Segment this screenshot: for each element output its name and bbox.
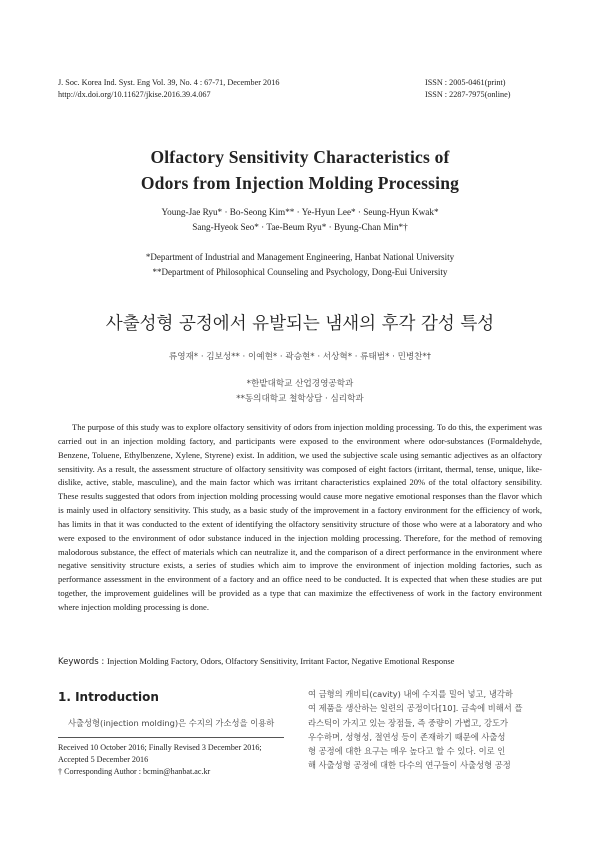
introduction-right-column	[308, 687, 544, 773]
corresponding-author: † Corresponding Author : bcmin@hanbat.ac.kr	[58, 767, 211, 777]
affiliation-line-2: **Department of Philosophical Counseling and Psychology, Dong-Eui University	[152, 266, 448, 277]
doi-link[interactable]: http://dx.doi.org/10.11627/jkise.2016.39.4.067	[58, 90, 211, 99]
paper-title-english	[0, 144, 600, 196]
affiliations-korean	[0, 377, 600, 407]
title-line-1: Olfactory Sensitivity Characteristics of	[150, 147, 450, 167]
intro-line: 여 제품을 생산하는 일련의 공정이다[10]. 금속에 비해서 플	[308, 703, 523, 714]
intro-line: 형 공정에 대한 요구는 매우 높다고 할 수 있다. 이로 인	[308, 746, 506, 757]
affiliation-ko-line-1: *한밭대학교 산업경영공학과	[246, 379, 354, 389]
issn-online: ISSN : 2287-7975(online)	[425, 90, 511, 99]
journal-citation: J. Soc. Korea Ind. Syst. Eng Vol. 39, No. 4 : 67-71, December 2016	[58, 78, 280, 87]
received-date: Received 10 October 2016; Finally Revised 3 December 2016;	[58, 743, 262, 752]
footnote	[58, 742, 290, 779]
intro-line: 우수하며, 성형성, 절연성 등이 존재하기 때문에 사출성	[308, 731, 506, 742]
abstract	[58, 421, 542, 615]
issn-print: ISSN : 2005-0461(print)	[425, 78, 506, 87]
affiliation-ko-line-2: **동의대학교 철학상담 · 심리학과	[236, 394, 364, 404]
affiliations-english	[0, 250, 600, 279]
abstract-text: The purpose of this study was to explore olfactory sensitivity of odors from injection molding processing. To do this, the experiment was carried out in an injection molding factory, and participants were exposed to the environment where odor-substances (Formaldehyde, Benzene, Toluene, Ethylbenzene, Xylene, Styrene) exist. In addition, we used the subjective scale using semantic adjectives as an olfactory sensitivity. As a result, the assessment structure of olfactory sensitivity was composed of eight factors (irritant, thermal, tense, unique, like-dislike, active, stable, masculine), and the main factor which was irritant characteristics explained 20% of the total olfactory sensibility. These results suggested that odors from injection molding processing would cause more negative emotional responses than the flavor which is mainly used in olfactory sensitivity. This study, as a basic study of the improvement in a factory environment for the efficiency of work, has limits in that it was conducted to the extent of identifying the olfactory sensitivity structure of those who were at a laboratory and who were exposed to the environment of odor substance induced in the injection molding processing. Therefore, for the method of removing malodorous substance, the effect of materials which can neutralize it, and the comparison of a direct performance in the environment where negative sensitivity structure exists, a series of studies which aim to improve the environment of injection molding factories, such as performance assessment in the environment of a factory and an office need to be conducted. It is expected that when these studies are put together, the improvement guidelines will be provided as a type that can maximize the effectiveness of work in the factory environment where injection molding processing is done.	[58, 422, 542, 612]
introduction-left-text: 사출성형(injection molding)은 수지의 가소성을 이용하	[68, 718, 275, 728]
keywords-text: Injection Molding Factory, Odors, Olfactory Sensitivity, Irritant Factor, Negative Emotional Response	[107, 656, 455, 666]
authors-korean: 류영재* · 김보성** · 이예현* · 곽승현* · 서상혁* · 류태범* · 민병찬*†	[168, 352, 432, 362]
title-line-2: Odors from Injection Molding Processing	[140, 173, 460, 193]
authors-english	[0, 205, 600, 235]
section-heading-introduction: 1. Introduction	[58, 690, 159, 704]
intro-line: 여 금형의 캐비티(cavity) 내에 수지를 밀어 넣고, 냉각하	[308, 689, 513, 699]
issn-block	[425, 77, 511, 101]
keywords	[58, 655, 542, 669]
paper-title-korean: 사출성형 공정에서 유발되는 냄새의 후각 감성 특성	[105, 314, 495, 334]
intro-line: 라스틱이 가지고 있는 장점들, 즉 중량이 가볍고, 강도가	[308, 717, 509, 728]
journal-header	[58, 77, 279, 101]
authors-line-1: Young-Jae Ryu* · Bo-Seong Kim** · Ye-Hyun Lee* · Seung-Hyun Kwak*	[161, 207, 439, 217]
accepted-date: Accepted 5 December 2016	[58, 755, 149, 765]
authors-line-2: Sang-Hyeok Seo* · Tae-Beum Ryu* · Byung-Chan Min*†	[192, 222, 408, 232]
keywords-label: Keywords :	[58, 657, 107, 667]
footnote-divider	[58, 737, 284, 738]
affiliation-line-1: *Department of Industrial and Management Engineering, Hanbat National University	[145, 252, 455, 262]
intro-line: 해 사출성형 공정에 대한 다수의 연구들이 사출성형 공정	[308, 760, 511, 771]
